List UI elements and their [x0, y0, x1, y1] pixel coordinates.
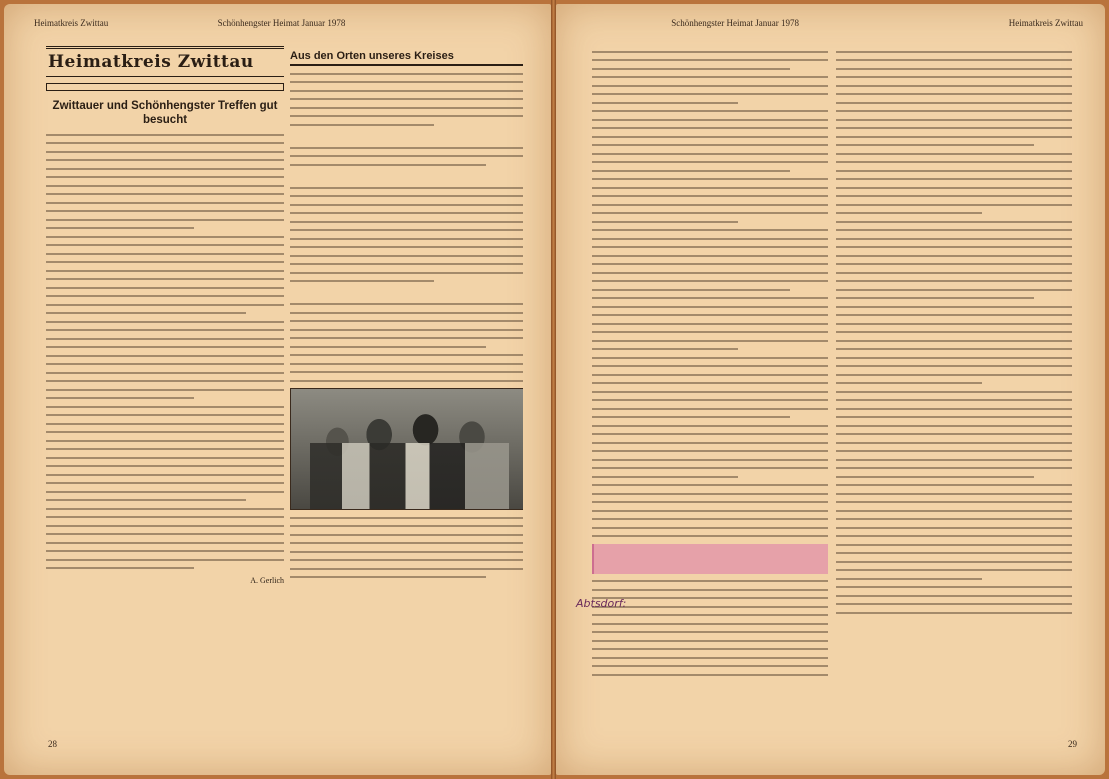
highlighted-passage	[592, 544, 828, 574]
section-heading: Aus den Orten unseres Kreises	[290, 50, 523, 66]
article-headline: Zwittauer und Schönhengster Treffen gut besucht	[52, 100, 278, 126]
left-column-2	[290, 44, 523, 735]
running-head-right	[586, 18, 1083, 28]
section-body-bottom	[290, 517, 523, 579]
right-col2-body	[836, 51, 1072, 614]
masthead-title: Heimatkreis Zwittau	[46, 46, 284, 77]
left-column-1	[46, 44, 284, 735]
article-body	[46, 134, 284, 570]
group-photo	[290, 388, 523, 510]
contact-box	[46, 83, 284, 91]
handwritten-note: Abtsdorf:	[576, 597, 627, 610]
article-signature: A. Gerlich	[250, 575, 284, 585]
right-col1-body	[592, 51, 828, 676]
running-head-title: Heimatkreis Zwittau	[34, 18, 109, 28]
page-number-right: 29	[1068, 739, 1077, 749]
left-page	[4, 4, 551, 775]
section-body-top	[290, 73, 523, 382]
page-number-left: 28	[48, 739, 57, 749]
running-head-issue: Schönhengster Heimat Januar 1978	[217, 18, 346, 28]
running-head-left	[34, 18, 529, 28]
right-column-2	[836, 44, 1072, 735]
right-column-1	[592, 44, 828, 735]
right-page	[556, 4, 1105, 775]
running-head-title-right: Heimatkreis Zwittau	[1008, 18, 1083, 28]
running-head-issue-right: Schönhengster Heimat Januar 1978	[671, 18, 799, 28]
